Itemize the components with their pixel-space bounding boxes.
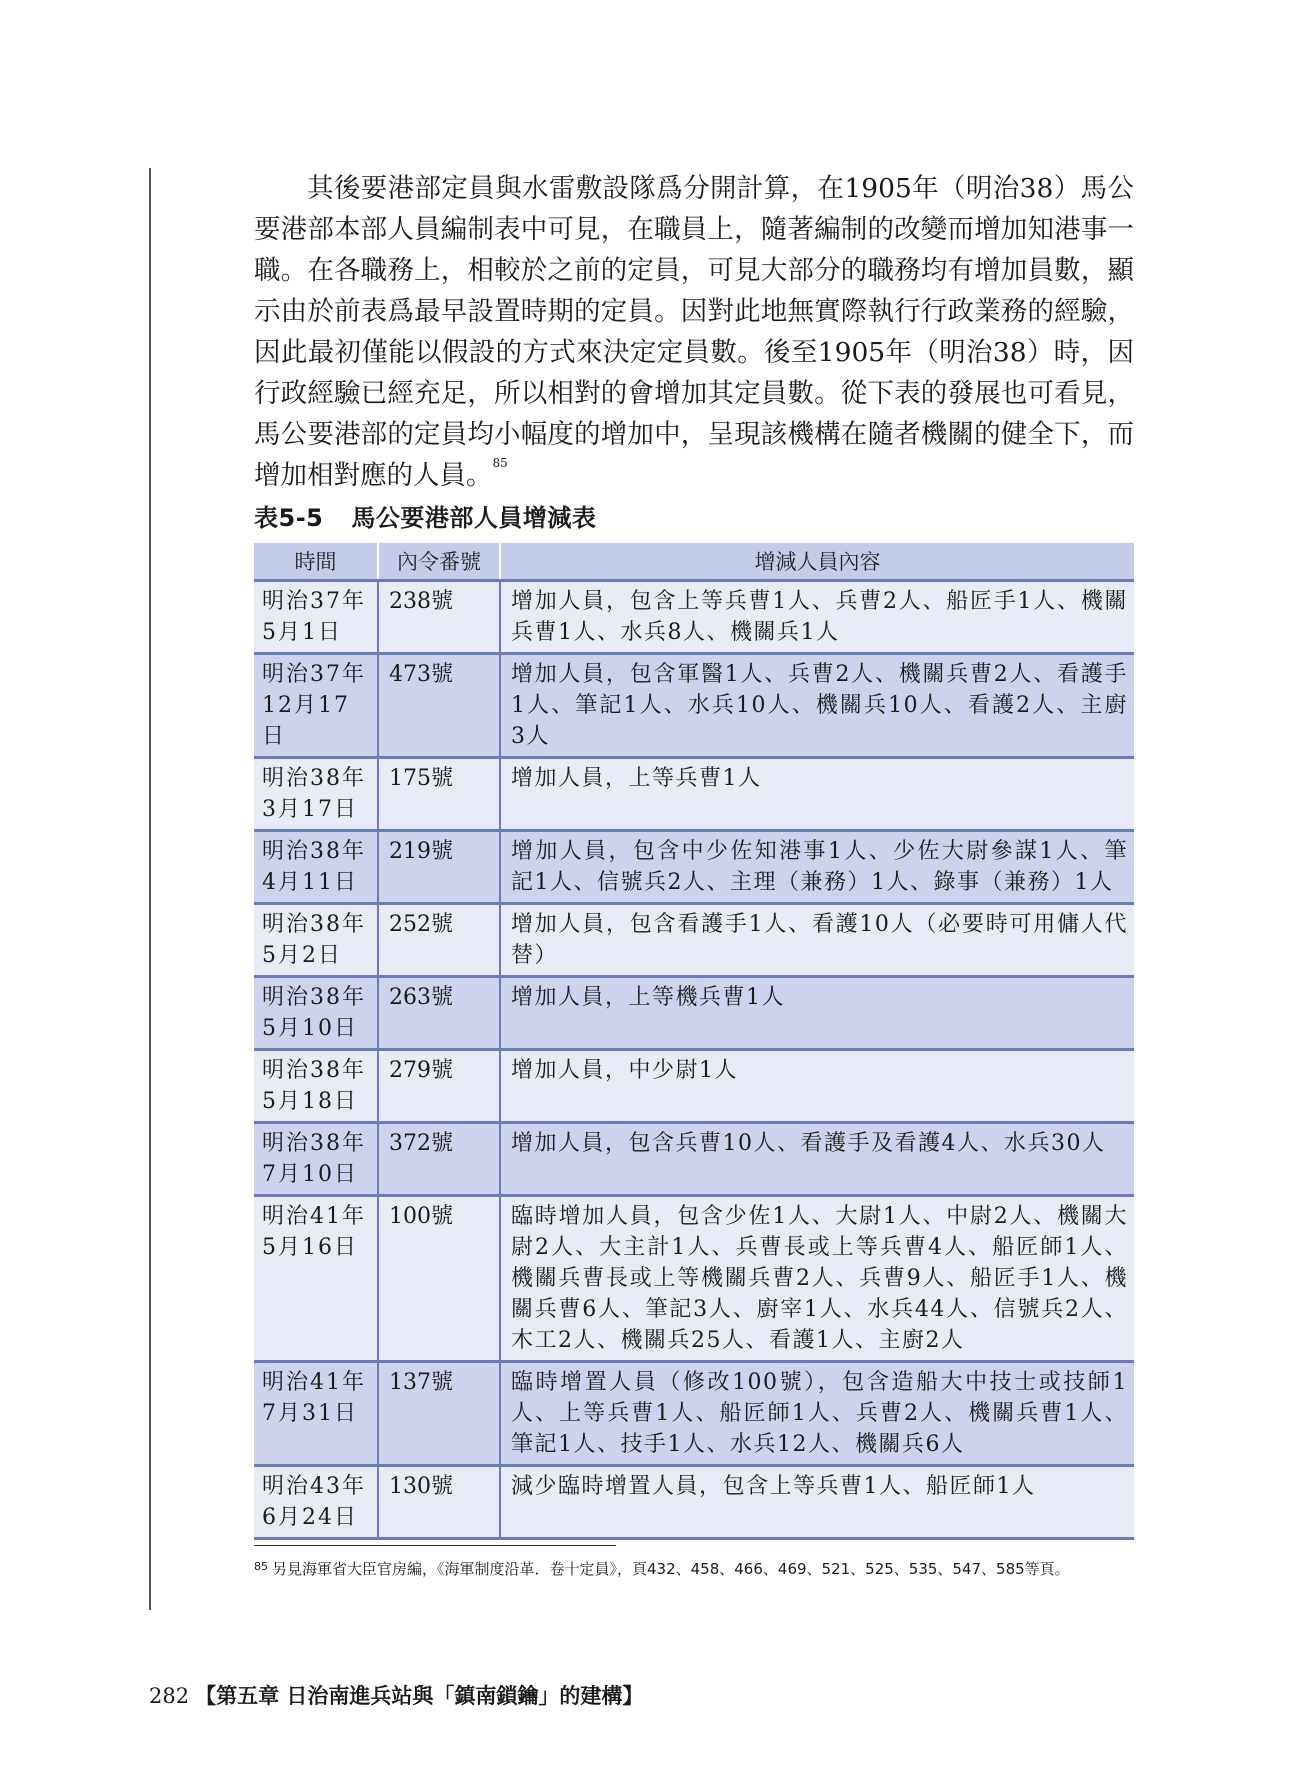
cell-content: 增加人員，上等兵曹1人 <box>500 758 1134 831</box>
table-header-row <box>254 543 1134 581</box>
header-content: 增減人員內容 <box>500 543 1134 581</box>
table-caption <box>254 498 596 533</box>
table-row <box>254 654 1134 758</box>
cell-order-number: 130號 <box>378 1466 500 1539</box>
cell-order-number: 238號 <box>378 581 500 654</box>
paragraph-text: 其後要港部定員與水雷敷設隊爲分開計算，在1905年（明治38）馬公要港部本部人員編制表中可見，在職員上，隨著編制的改變而增加知港事一職。在各職務上，相較於之前的定員，可見大部分的職務均有增加員數，顯示由於前表爲最早設置時期的定員。因對此地無實際執行行政業務的經驗，因此最初僅能以假設的方式來決定定員數。後至1905年（明治38）時，因行政經驗已經充足，所以相對的會增加其定員數。從下表的發展也可看見，馬公要港部的定員均小幅度的增加中，呈現該機構在隨者機關的健全下，而增加相對應的人員。 <box>254 173 1134 491</box>
cell-content: 增加人員，包含上等兵曹1人、兵曹2人、船匠手1人、機關兵曹1人、水兵8人、機關兵1人 <box>500 581 1134 654</box>
personnel-table <box>254 543 1134 1540</box>
cell-content: 臨時增置人員（修改100號），包含造船大中技士或技師1人、上等兵曹1人、船匠師1人、兵曹2人、機關兵曹1人、筆記1人、技手1人、水兵12人、機關兵6人 <box>500 1362 1134 1466</box>
cell-date: 明治38年4月11日 <box>254 831 378 904</box>
table-row <box>254 1123 1134 1196</box>
page-footer <box>149 1680 643 1710</box>
table-row <box>254 581 1134 654</box>
header-date: 時間 <box>254 543 378 581</box>
cell-content: 增加人員，包含中少佐知港事1人、少佐大尉參謀1人、筆記1人、信號兵2人、主理（兼務）1人、錄事（兼務）1人 <box>500 831 1134 904</box>
cell-order-number: 219號 <box>378 831 500 904</box>
footnote <box>254 1558 1134 1581</box>
footnote-divider <box>254 1545 616 1546</box>
cell-order-number: 100號 <box>378 1196 500 1362</box>
cell-order-number: 175號 <box>378 758 500 831</box>
table-row <box>254 831 1134 904</box>
cell-content: 臨時增加人員，包含少佐1人、大尉1人、中尉2人、機關大尉2人、大主計1人、兵曹長或上等兵曹4人、船匠師1人、機關兵曹長或上等機關兵曹2人、兵曹9人、船匠手1人、機關兵曹6人、筆記3人、廚宰1人、水兵44人、信號兵2人、木工2人、機關兵25人、看護1人、主廚2人 <box>500 1196 1134 1362</box>
cell-date: 明治43年6月24日 <box>254 1466 378 1539</box>
cell-content: 增加人員，包含看護手1人、看護10人（必要時可用傭人代替） <box>500 904 1134 977</box>
cell-date: 明治41年7月31日 <box>254 1362 378 1466</box>
table-row <box>254 904 1134 977</box>
cell-order-number: 252號 <box>378 904 500 977</box>
table-row <box>254 1466 1134 1539</box>
cell-content: 增加人員，包含兵曹10人、看護手及看護4人、水兵30人 <box>500 1123 1134 1196</box>
table-caption-title: 馬公要港部人員增減表 <box>351 504 597 532</box>
margin-rule <box>149 168 151 1610</box>
chapter-title: 【第五章 日治南進兵站與「鎮南鎖鑰」的建構】 <box>195 1683 644 1708</box>
cell-content: 增加人員，上等機兵曹1人 <box>500 977 1134 1050</box>
cell-date: 明治38年3月17日 <box>254 758 378 831</box>
cell-content: 增加人員，中少尉1人 <box>500 1050 1134 1123</box>
cell-date: 明治38年5月10日 <box>254 977 378 1050</box>
cell-date: 明治38年7月10日 <box>254 1123 378 1196</box>
cell-order-number: 137號 <box>378 1362 500 1466</box>
body-paragraph <box>254 168 1134 496</box>
table-row <box>254 1050 1134 1123</box>
footnote-reference[interactable]: 85 <box>492 456 508 470</box>
cell-content: 增加人員，包含軍醫1人、兵曹2人、機關兵曹2人、看護手1人、筆記1人、水兵10人、機關兵10人、看護2人、主廚3人 <box>500 654 1134 758</box>
table-row <box>254 977 1134 1050</box>
table-row <box>254 1196 1134 1362</box>
cell-date: 明治37年5月1日 <box>254 581 378 654</box>
cell-date: 明治37年12月17日 <box>254 654 378 758</box>
cell-order-number: 263號 <box>378 977 500 1050</box>
table-row <box>254 758 1134 831</box>
page-number: 282 <box>149 1684 190 1708</box>
cell-order-number: 473號 <box>378 654 500 758</box>
cell-date: 明治38年5月18日 <box>254 1050 378 1123</box>
footnote-mark: 85 <box>254 1560 268 1573</box>
cell-order-number: 372號 <box>378 1123 500 1196</box>
header-order-number: 內令番號 <box>378 543 500 581</box>
table-caption-number: 表5-5 <box>254 504 324 532</box>
table-body <box>254 581 1134 1539</box>
footnote-text: 另見海軍省大臣官房編，《海軍制度沿革．卷十定員》，頁432、458、466、469、521、525、535、547、585等頁。 <box>272 1560 1070 1578</box>
table-row <box>254 1362 1134 1466</box>
cell-content: 減少臨時增置人員，包含上等兵曹1人、船匠師1人 <box>500 1466 1134 1539</box>
cell-order-number: 279號 <box>378 1050 500 1123</box>
cell-date: 明治41年5月16日 <box>254 1196 378 1362</box>
cell-date: 明治38年5月2日 <box>254 904 378 977</box>
